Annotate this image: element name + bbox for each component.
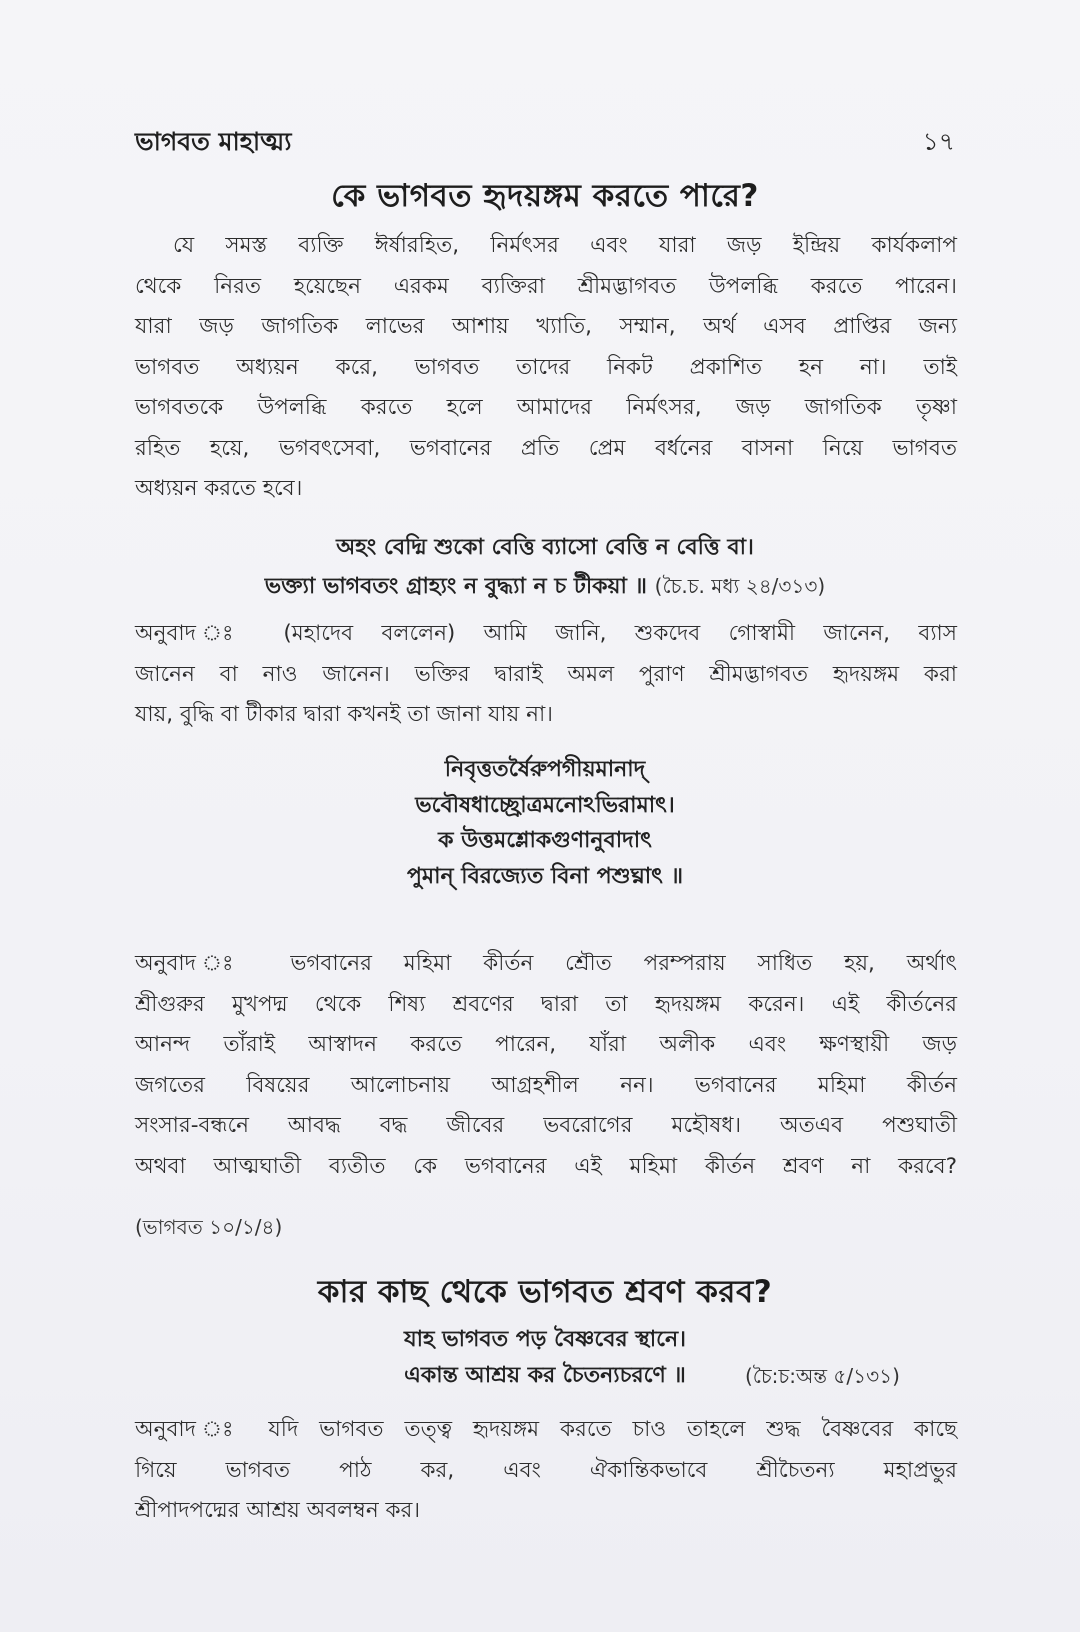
verse-line [135, 569, 955, 604]
verse-line: ক উত্তমশ্লোকগুণানুবাদাৎ [438, 828, 652, 853]
running-title: ভাগবত মাহাত্ম্য [135, 127, 292, 156]
intro-paragraph [135, 226, 957, 510]
paragraph-line: অনুবাদ ঃ ভগবানের মহিমা কীর্তন শ্রৌত পরম্পরায় সাধিত হয়, অর্থাৎ [135, 951, 957, 976]
translation-2 [135, 944, 957, 1187]
paragraph-line: যায়, বুদ্ধি বা টীকার দ্বারা কখনই তা জানা যায় না। [135, 702, 553, 727]
paragraph-line: যারা জড় জাগতিক লাভের আশায় খ্যাতি, সম্মান, অর্থ এসব প্রাপ্তির জন্য [135, 314, 957, 339]
paragraph-line: থেকে নিরত হয়েছেন এরকম ব্যক্তিরা শ্রীমদ্ভাগবত উপলব্ধি করতে পারেন। [135, 273, 957, 299]
translation-3 [135, 1410, 957, 1532]
paragraph-line: রহিত হয়ে, ভগবৎসেবা, ভগবানের প্রতি প্রেম বর্ধনের বাসনা নিয়ে ভাগবত [135, 435, 957, 461]
paragraph-line: যে সমস্ত ব্যক্তি ঈর্ষারহিত, নির্মৎসর এবং যারা জড় ইন্দ্রিয় কার্যকলাপ [173, 233, 957, 258]
paragraph-line: সংসার-বন্ধনে আবদ্ধ বদ্ধ জীবের ভবরোগের মহৌষধ। অতএব পশুঘাতী [135, 1113, 957, 1138]
verse-line: যাহ ভাগবত পড় বৈষ্ণবের স্থানে। [403, 1327, 687, 1352]
section-heading-who-can-understand: কে ভাগবত হৃদয়ঙ্গম করতে পারে? [331, 178, 759, 214]
verse-line: নিবৃত্ততর্ষৈরুপগীয়মানাদ্ [444, 757, 646, 782]
paragraph-line: শ্রীপাদপদ্মের আশ্রয় অবলম্বন কর। [135, 1498, 421, 1523]
paragraph-line: শ্রীগুরুর মুখপদ্ম থেকে শিষ্য শ্রবণের দ্বারা তা হৃদয়ঙ্গম করেন। এই কীর্তনের [135, 991, 957, 1017]
paragraph-line: ভাগবতকে উপলব্ধি করতে হলে আমাদের নির্মৎসর, জড় জাগতিক তৃষ্ণা [135, 395, 957, 420]
paragraph-line: জানেন বা নাও জানেন। ভক্তির দ্বারাই অমল পুরাণ শ্রীমদ্ভাগবত হৃদয়ঙ্গম করা [135, 661, 957, 687]
verse-3-citation: (চৈ:চ:অন্ত ৫/১৩১) [745, 1364, 900, 1388]
paragraph-line: ভাগবত অধ্যয়ন করে, ভাগবত তাদের নিকট প্রকাশিত হন না। তাই [135, 354, 957, 380]
paragraph-line: অথবা আত্মঘাতী ব্যতীত কে ভগবানের এই মহিমা কীর্তন শ্রবণ না করবে? [135, 1153, 957, 1179]
verse-line: অহং বেদ্মি শুকো বেত্তি ব্যাসো বেত্তি ন বেত্তি বা। [336, 535, 754, 560]
verse-2 [135, 752, 955, 894]
paragraph-line: অনুবাদ ঃ যদি ভাগবত তত্ত্ব হৃদয়ঙ্গম করতে চাও তাহলে শুদ্ধ বৈষ্ণবের কাছে [135, 1417, 957, 1442]
page-number: ১৭ [922, 127, 955, 156]
paragraph-line: আনন্দ তাঁরাই আস্বাদন করতে পারেন, যাঁরা অলীক এবং ক্ষণস্থায়ী জড় [135, 1032, 957, 1057]
running-header [135, 122, 955, 162]
verse-citation: (চৈ.চ. মধ্য ২৪/৩১৩) [654, 574, 826, 598]
paragraph-line: জগতের বিষয়ের আলোচনায় আগ্রহশীল নন। ভগবানের মহিমা কীর্তন [135, 1072, 957, 1098]
paragraph-line: গিয়ে ভাগবত পাঠ কর, এবং ঐকান্তিকভাবে শ্রীচৈতন্য মহাপ্রভুর [135, 1457, 957, 1483]
section-heading-from-whom-to-hear: কার কাছ থেকে ভাগবত শ্রবণ করব? [317, 1274, 773, 1310]
verse-line: ভবৌষধাচ্ছ্রোত্রমনোঽভিরামাৎ। [415, 792, 675, 818]
paragraph-line: অধ্যয়ন করতে হবে। [135, 476, 303, 501]
verse-line: পুমান্ বিরজ্যেত বিনা পশুঘ্নাৎ ॥ [406, 863, 684, 889]
verse-line: একান্ত আশ্রয় কর চৈতন্যচরণে ॥ [404, 1363, 686, 1388]
translation-2-citation: (ভাগবত ১০/১/৪) [135, 1215, 283, 1239]
paragraph-line: অনুবাদ ঃ (মহাদেব বললেন) আমি জানি, শুকদেব গোস্বামী জানেন, ব্যাস [135, 621, 957, 646]
verse-line-text: ভক্ত্যা ভাগবতং গ্রাহ্যং ন বুদ্ধ্যা ন চ টীকয়া ॥ [264, 574, 647, 599]
verse-1 [135, 530, 955, 604]
translation-1 [135, 614, 957, 736]
